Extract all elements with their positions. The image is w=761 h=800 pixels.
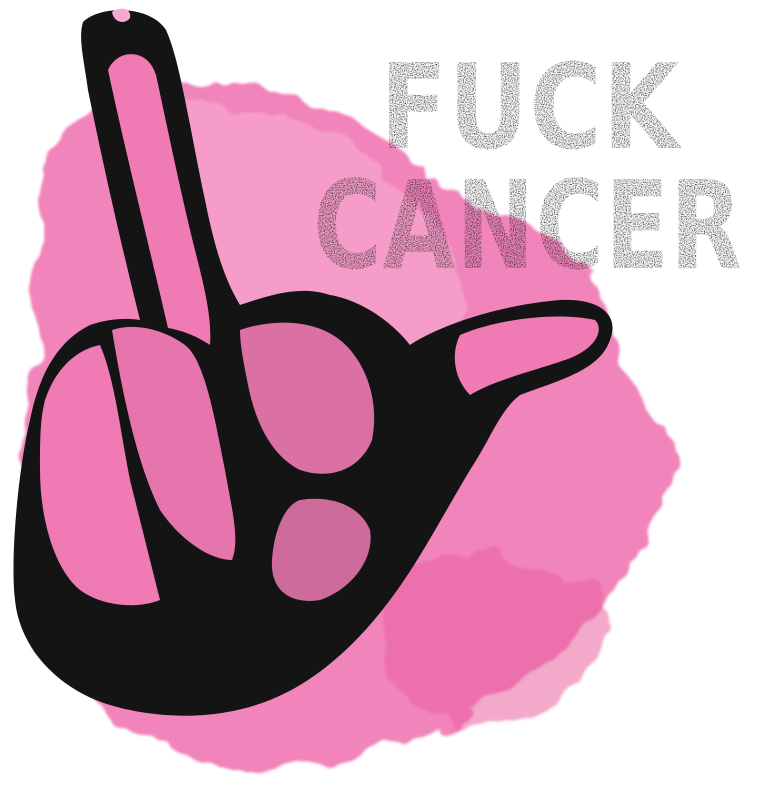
headline	[313, 38, 743, 297]
headline-line-1: FUCK	[380, 38, 683, 176]
headline-line-2: CANCER	[313, 155, 743, 297]
